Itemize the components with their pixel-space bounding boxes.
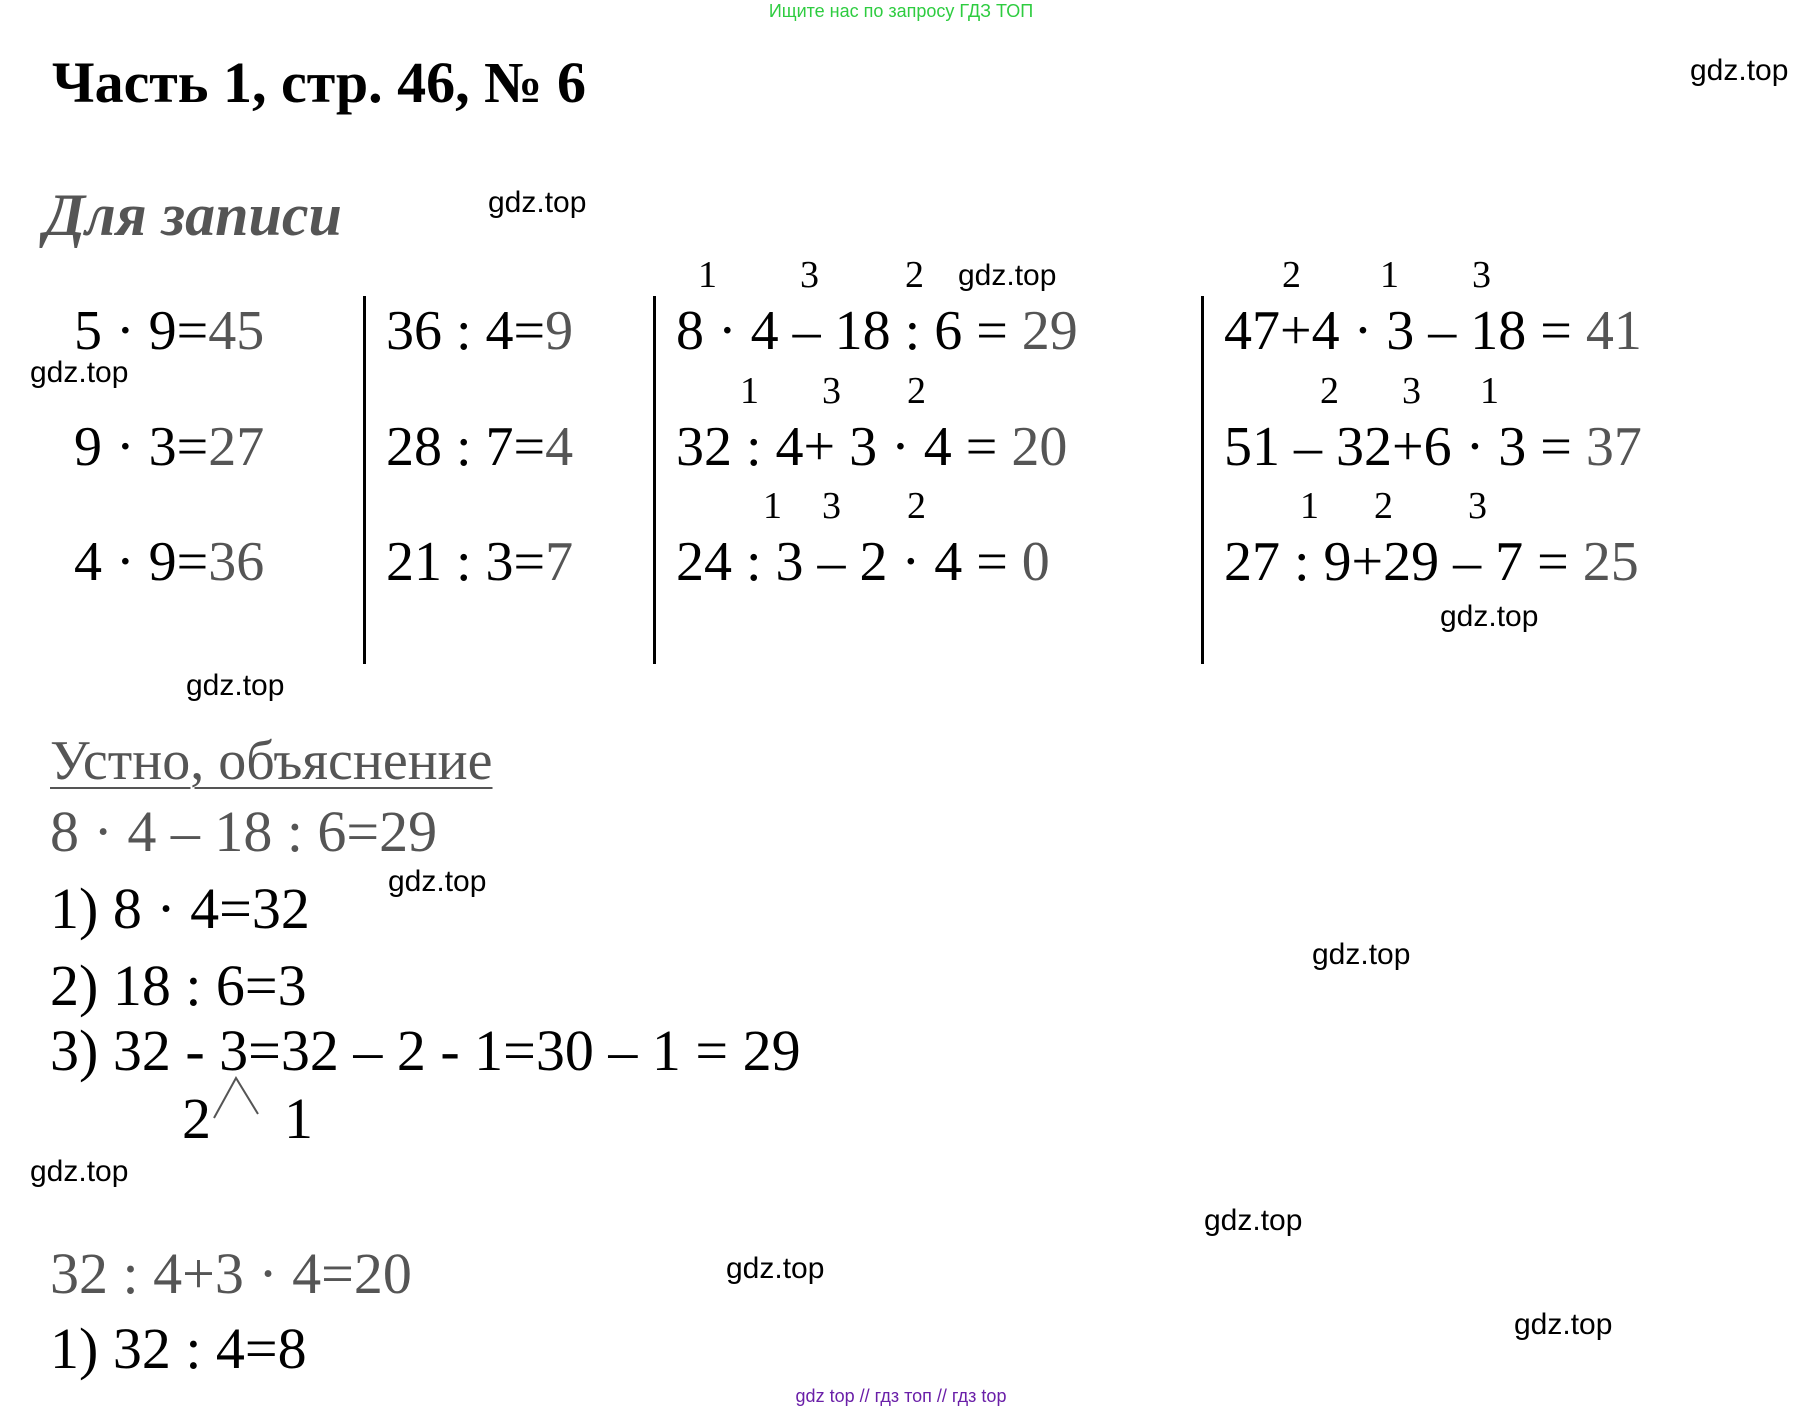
equation: 36 : 4=9: [386, 300, 574, 362]
order-number: 3: [1468, 485, 1487, 527]
oral-heading: Устно, объяснение: [50, 730, 493, 792]
watermark: gdz.top: [1204, 1204, 1303, 1237]
watermark: gdz.top: [726, 1252, 825, 1285]
order-number: 3: [800, 254, 819, 296]
decomposition-caret: [210, 1074, 270, 1124]
watermark: gdz.top: [1690, 54, 1789, 87]
equation: 24 : 3 – 2 · 4 = 0: [676, 531, 1050, 593]
section-heading: Для записи: [44, 182, 342, 248]
order-number: 1: [1300, 485, 1319, 527]
watermark: gdz.top: [30, 356, 129, 389]
order-number: 2: [907, 370, 926, 412]
top-search-hint: Ищите нас по запросу ГДЗ ТОП: [768, 1, 1034, 21]
order-number: 2: [907, 485, 926, 527]
equation: 8 · 4 – 18 : 6 = 29: [676, 300, 1078, 362]
watermark: gdz.top: [1312, 938, 1411, 971]
order-number: 1: [740, 370, 759, 412]
equation: 28 : 7=4: [386, 416, 574, 478]
oral-example-expression: 32 : 4+3 · 4=20: [50, 1241, 412, 1306]
order-number: 1: [1480, 370, 1499, 412]
order-number: 1: [763, 485, 782, 527]
column-divider: [363, 296, 366, 664]
oral-step: 1) 32 : 4=8: [50, 1316, 307, 1381]
column-divider: [1201, 296, 1204, 664]
equation: 51 – 32+6 · 3 = 37: [1224, 416, 1642, 478]
equation: 5 · 9=45: [74, 300, 265, 362]
order-number: 3: [822, 485, 841, 527]
watermark: gdz.top: [1440, 600, 1539, 633]
watermark: gdz.top: [1514, 1308, 1613, 1341]
order-number: 1: [698, 254, 717, 296]
equation: 47+4 · 3 – 18 = 41: [1224, 300, 1642, 362]
oral-step: 2) 18 : 6=3: [50, 953, 307, 1018]
decomposition-part: 1: [284, 1086, 313, 1151]
oral-step: 1) 8 · 4=32: [50, 876, 310, 941]
watermark: gdz.top: [30, 1155, 129, 1188]
equation: 27 : 9+29 – 7 = 25: [1224, 531, 1639, 593]
equation: 4 · 9=36: [74, 531, 265, 593]
order-number: 3: [1402, 370, 1421, 412]
watermark: gdz.top: [388, 865, 487, 898]
watermark: gdz.top: [958, 259, 1057, 292]
order-number: 1: [1380, 254, 1399, 296]
order-number: 2: [1282, 254, 1301, 296]
order-number: 2: [1320, 370, 1339, 412]
column-divider: [653, 296, 656, 664]
equation: 21 : 3=7: [386, 531, 574, 593]
bottom-footer-hint: gdz top // гдз топ // гдз top: [795, 1386, 1007, 1406]
watermark: gdz.top: [186, 669, 285, 702]
oral-step: 3) 32 - 3=32 – 2 - 1=30 – 1 = 29: [50, 1018, 801, 1083]
watermark: gdz.top: [488, 186, 587, 219]
order-number: 2: [905, 254, 924, 296]
oral-example-expression: 8 · 4 – 18 : 6=29: [50, 799, 438, 864]
order-number: 3: [822, 370, 841, 412]
decomposition-part: 2: [182, 1086, 211, 1151]
order-number: 3: [1472, 254, 1491, 296]
order-number: 2: [1374, 485, 1393, 527]
page-title: Часть 1, стр. 46, № 6: [52, 50, 586, 115]
equation: 9 · 3=27: [74, 416, 265, 478]
equation: 32 : 4+ 3 · 4 = 20: [676, 416, 1068, 478]
